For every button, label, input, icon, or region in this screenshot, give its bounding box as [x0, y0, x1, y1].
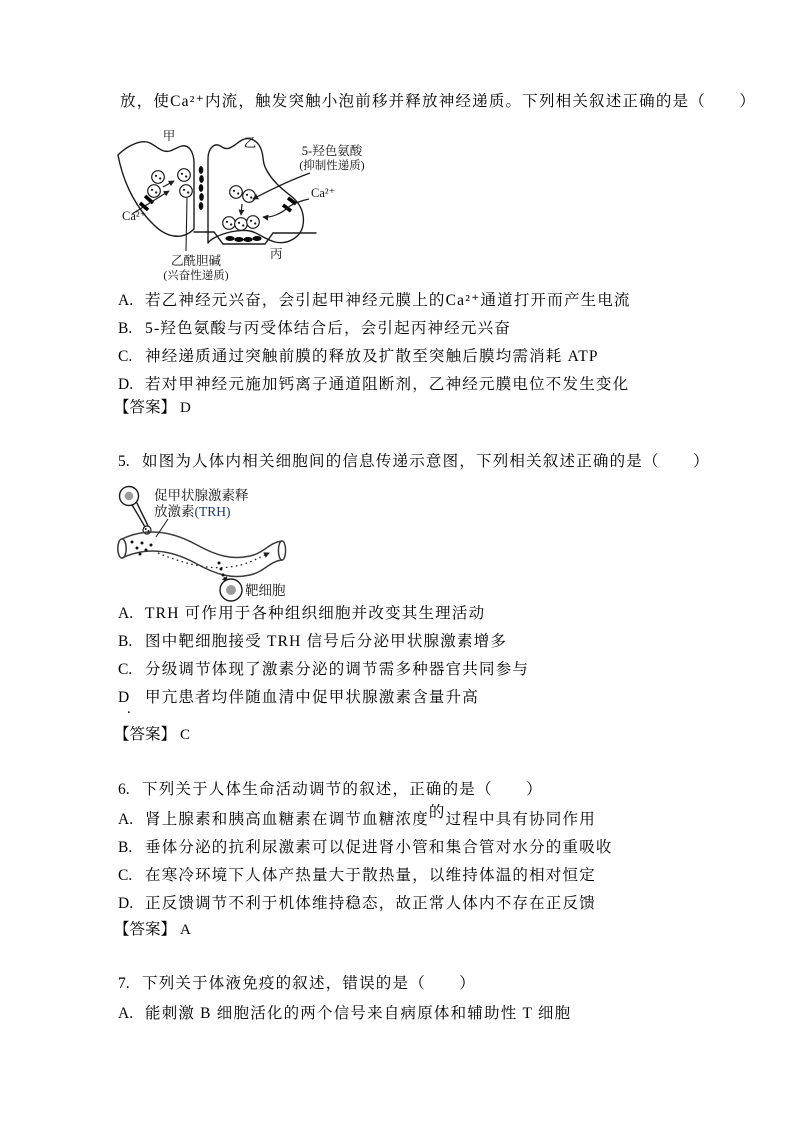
q6-stem: [118, 781, 543, 800]
q5-answer: [114, 726, 191, 745]
blood-vessel: [118, 532, 286, 577]
option-key: B.: [118, 320, 133, 337]
option-key: B.: [118, 633, 133, 650]
serotonin-arrow: [253, 173, 310, 199]
answer-value: D: [180, 400, 193, 416]
neuron-b-vesicles: [230, 186, 256, 203]
q5-option-d: [118, 689, 479, 708]
secreting-cell-nucleus: [125, 492, 134, 501]
answer-label: 【答案】: [114, 921, 177, 938]
q4-option-c: [118, 348, 599, 367]
q4-intro-text: 放，使Ca²⁺内流，触发突触小泡前移并释放神经递质。下列相关叙述正确的是（ ）: [120, 93, 757, 110]
option-text: 能刺激 B 细胞活化的两个信号来自病原体和辅助性 T 细胞: [145, 1005, 572, 1022]
option-text: TRH 可作用于各种组织细胞并改变其生理活动: [145, 605, 486, 622]
answer-label: 【答案】: [114, 726, 177, 743]
option-text-raised: 的: [428, 804, 446, 821]
option-key: B.: [118, 839, 133, 856]
answer-value: C: [180, 727, 192, 743]
option-text: 5-羟色氨酸与丙受体结合后，会引起丙神经元兴奋: [145, 320, 512, 337]
q5-option-a: [118, 605, 485, 624]
vesicle-down-arrow: [241, 204, 242, 215]
neuron-b-terminal-vesicles: [223, 216, 260, 231]
vesicle-move-arrow: [163, 181, 174, 187]
q6-option-b: [118, 839, 613, 858]
target-cell-label: 靶细胞: [245, 583, 286, 598]
synaptic-cleft-density: [199, 166, 204, 210]
acetylcholine-type-label: (兴奋性递质): [163, 270, 229, 282]
question-number: 7.: [118, 975, 130, 992]
answer-value: A: [180, 922, 193, 938]
question-text: 下列关于体液免疫的叙述，错误的是（ ）: [142, 975, 477, 992]
acetylcholine-label: 乙酰胆碱: [170, 254, 222, 268]
serotonin-type-label: (抑制性递质): [299, 160, 365, 172]
q5-option-c: [118, 661, 529, 680]
option-key: A.: [118, 1005, 134, 1022]
option-key: A.: [118, 605, 134, 622]
neuron-c-label: 丙: [270, 247, 283, 261]
target-cell-nucleus: [226, 585, 236, 595]
acetylcholine-leader-line: [186, 198, 187, 251]
trh-label-blue: (TRH): [194, 504, 231, 519]
serotonin-label: 5-羟色氨酸: [301, 144, 363, 158]
option-key: D: [118, 689, 130, 706]
option-text: 若乙神经元兴奋，会引起甲神经元膜上的Ca²⁺通道打开而产生电流: [145, 292, 631, 309]
option-key: D.: [118, 895, 134, 912]
q7-option-a: [118, 1005, 571, 1024]
option-text: 在寒冷环境下人体产热量大于散热量，以维持体温的相对恒定: [145, 867, 596, 884]
q4-answer: [114, 399, 192, 418]
q6-option-a: [118, 804, 596, 830]
q5-trh-diagram: [112, 483, 372, 605]
q6-option-d: [118, 895, 596, 914]
q6-answer: [114, 921, 192, 940]
q5-stem: [118, 453, 710, 472]
trh-label-line1: 促甲状腺激素释: [154, 488, 249, 503]
option-text-post: 过程中具有协同作用: [445, 811, 596, 828]
q5-stray-period: .: [127, 701, 131, 717]
option-text: 若对甲神经元施加钙离子通道阻断剂，乙神经元膜电位不发生变化: [145, 376, 630, 393]
q5-option-b: [118, 633, 507, 652]
q4-option-a: [118, 292, 631, 311]
trh-leader-line: [156, 519, 168, 537]
neuron-a-label: 甲: [162, 129, 176, 143]
option-text: 垂体分泌的抗利尿激素可以促进肾小管和集合管对水分的重吸收: [145, 839, 613, 856]
q4-option-b: [118, 320, 511, 339]
q4-synapse-diagram: [112, 129, 394, 291]
option-text: 分级调节体现了激素分泌的调节需多种器官共同参与: [145, 661, 530, 678]
option-key: C.: [118, 348, 133, 365]
trh-label-black: 放激素: [154, 504, 195, 519]
q4-option-d: [118, 376, 629, 395]
option-key: C.: [118, 867, 133, 884]
option-key: C.: [118, 661, 133, 678]
option-key: A.: [118, 811, 134, 828]
neuron-c-density: [225, 236, 261, 242]
question-number: 5.: [118, 453, 130, 470]
option-key: A.: [118, 292, 134, 309]
q7-stem: [118, 975, 476, 994]
question-text: 如图为人体内相关细胞间的信息传递示意图，下列相关叙述正确的是（ ）: [142, 453, 710, 470]
neuron-b-label: 乙: [243, 136, 257, 150]
option-text: 图中靶细胞接受 TRH 信号后分泌甲状腺激素增多: [145, 633, 508, 650]
question-text: 下列关于人体生命活动调节的叙述，正确的是（ ）: [142, 781, 543, 798]
answer-label: 【答案】: [114, 399, 177, 416]
option-key: D.: [118, 376, 134, 393]
trh-label-line2: [154, 504, 231, 519]
option-text: 正反馈调节不利于机体维持稳态，故正常人体内不存在正反馈: [145, 895, 596, 912]
q6-option-c: [118, 867, 596, 886]
option-text-pre: 肾上腺素和胰高血糖素在调节血糖浓度: [145, 811, 429, 828]
question-number: 6.: [118, 781, 130, 798]
calcium-label-left: Ca²⁺: [122, 209, 147, 223]
option-text: 甲亢患者均伴随血清中促甲状腺激素含量升高: [145, 689, 480, 706]
calcium-label-right: Ca²⁺: [311, 186, 336, 200]
option-text: 神经递质通过突触前膜的释放及扩散至突触后膜均需消耗 ATP: [145, 348, 599, 365]
